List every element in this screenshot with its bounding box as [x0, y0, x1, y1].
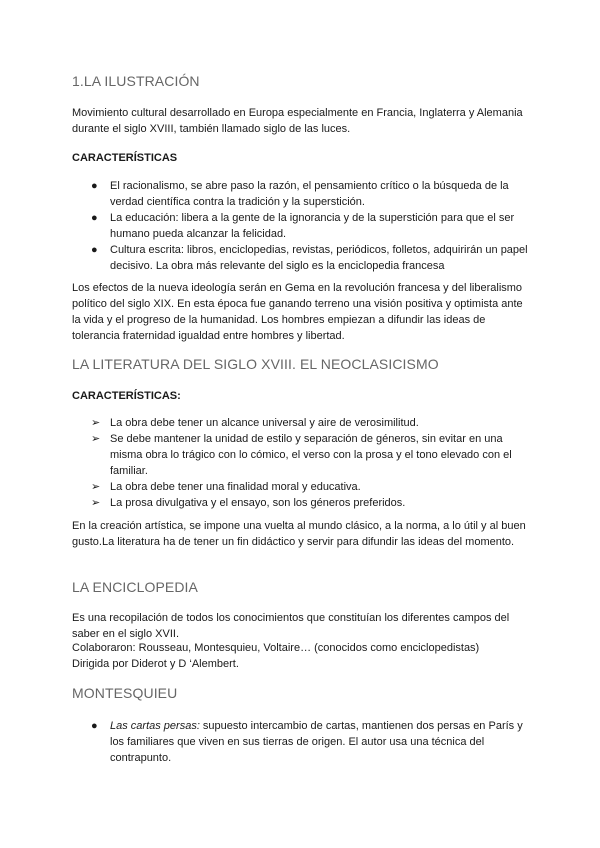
enciclopedia-directors: Dirigida por Diderot y D ‘Alembert.	[72, 658, 239, 670]
subheading-caracteristicas-literatura: CARACTERÍSTICAS:	[72, 390, 181, 402]
list-item-text: Cultura escrita: libros, enciclopedias, revistas, periódicos, folletos, adquirirán un papel decisivo. La obra más relevante del siglo es la enciclopedia francesa	[110, 244, 528, 272]
section-title-literatura: LA LITERATURA DEL SIGLO XVIII. EL NEOCLASICISMO	[72, 356, 439, 372]
list-item	[72, 178, 532, 210]
list-item	[72, 415, 532, 431]
work-description: supuesto intercambio de cartas, mantienen dos persas en París y los familiares que viven en sus tierras de origen. El autor usa una técnica del contrapunto.	[110, 720, 523, 764]
literatura-closing-paragraph: En la creación artística, se impone una vuelta al mundo clásico, a la norma, a lo útil y al buen gusto.La literatura ha de tener un fin didáctico y servir para difundir las ideas del momento.	[72, 520, 526, 548]
arrow-bullet-icon: ➢	[91, 433, 101, 445]
section-title-enciclopedia: LA ENCICLOPEDIA	[72, 579, 198, 595]
montesquieu-list	[72, 718, 532, 766]
enciclopedia-collaborators: Colaboraron: Rousseau, Montesquieu, Voltaire… (conocidos como enciclopedistas)	[72, 642, 480, 654]
bullet-icon: ●	[91, 180, 98, 192]
literatura-list	[72, 415, 532, 511]
bullet-icon: ●	[91, 244, 98, 256]
bullet-icon: ●	[91, 720, 98, 732]
intro-paragraph: Movimiento cultural desarrollado en Europa especialmente en Francia, Inglaterra y Alemania durante el siglo XVIII, también llamado siglo de las luces.	[72, 107, 523, 135]
work-title: Las cartas persas:	[110, 720, 200, 732]
ilustracion-list	[72, 178, 532, 274]
list-item-text: La prosa divulgativa y el ensayo, son los géneros preferidos.	[110, 497, 406, 509]
subheading-caracteristicas: CARACTERÍSTICAS	[72, 152, 178, 164]
list-item-text: Se debe mantener la unidad de estilo y separación de géneros, sin evitar en una misma obra lo trágico con lo cómico, el verso con la prosa y el tono elevado con el familiar.	[110, 433, 512, 477]
list-item	[72, 718, 532, 766]
list-item-text: La educación: libera a la gente de la ignorancia y de la superstición para que el ser humano pueda alcanzar la felicidad.	[110, 212, 515, 240]
list-item	[72, 479, 532, 495]
arrow-bullet-icon: ➢	[91, 417, 101, 429]
list-item-text: La obra debe tener una finalidad moral y educativa.	[110, 481, 361, 493]
list-item	[72, 242, 532, 274]
section-title-ilustracion: 1.LA ILUSTRACIÓN	[72, 73, 200, 89]
arrow-bullet-icon: ➢	[91, 481, 101, 493]
list-item-text: La obra debe tener un alcance universal y aire de verosimilitud.	[110, 417, 419, 429]
list-item	[72, 210, 532, 242]
enciclopedia-paragraph: Es una recopilación de todos los conocimientos que constituían los diferentes campos del saber en el siglo XVII.	[72, 612, 510, 640]
section-title-montesquieu: MONTESQUIEU	[72, 685, 178, 701]
bullet-icon: ●	[91, 212, 98, 224]
list-item-text: El racionalismo, se abre paso la razón, el pensamiento crítico o la búsqueda de la verdad científica contra la tradición y la superstición.	[110, 180, 509, 208]
arrow-bullet-icon: ➢	[91, 497, 101, 509]
list-item	[72, 495, 532, 511]
list-item	[72, 431, 532, 479]
ilustracion-closing-paragraph: Los efectos de la nueva ideología serán en Gema en la revolución francesa y del liberalismo político del siglo XIX. En esta época fue ganando terreno una visión positiva y optimista ante la vida y el progreso de la humanidad. Los hombres empiezan a difundir las ideas de tolerancia fraternidad igualdad entre hombres y libertad.	[72, 282, 523, 342]
